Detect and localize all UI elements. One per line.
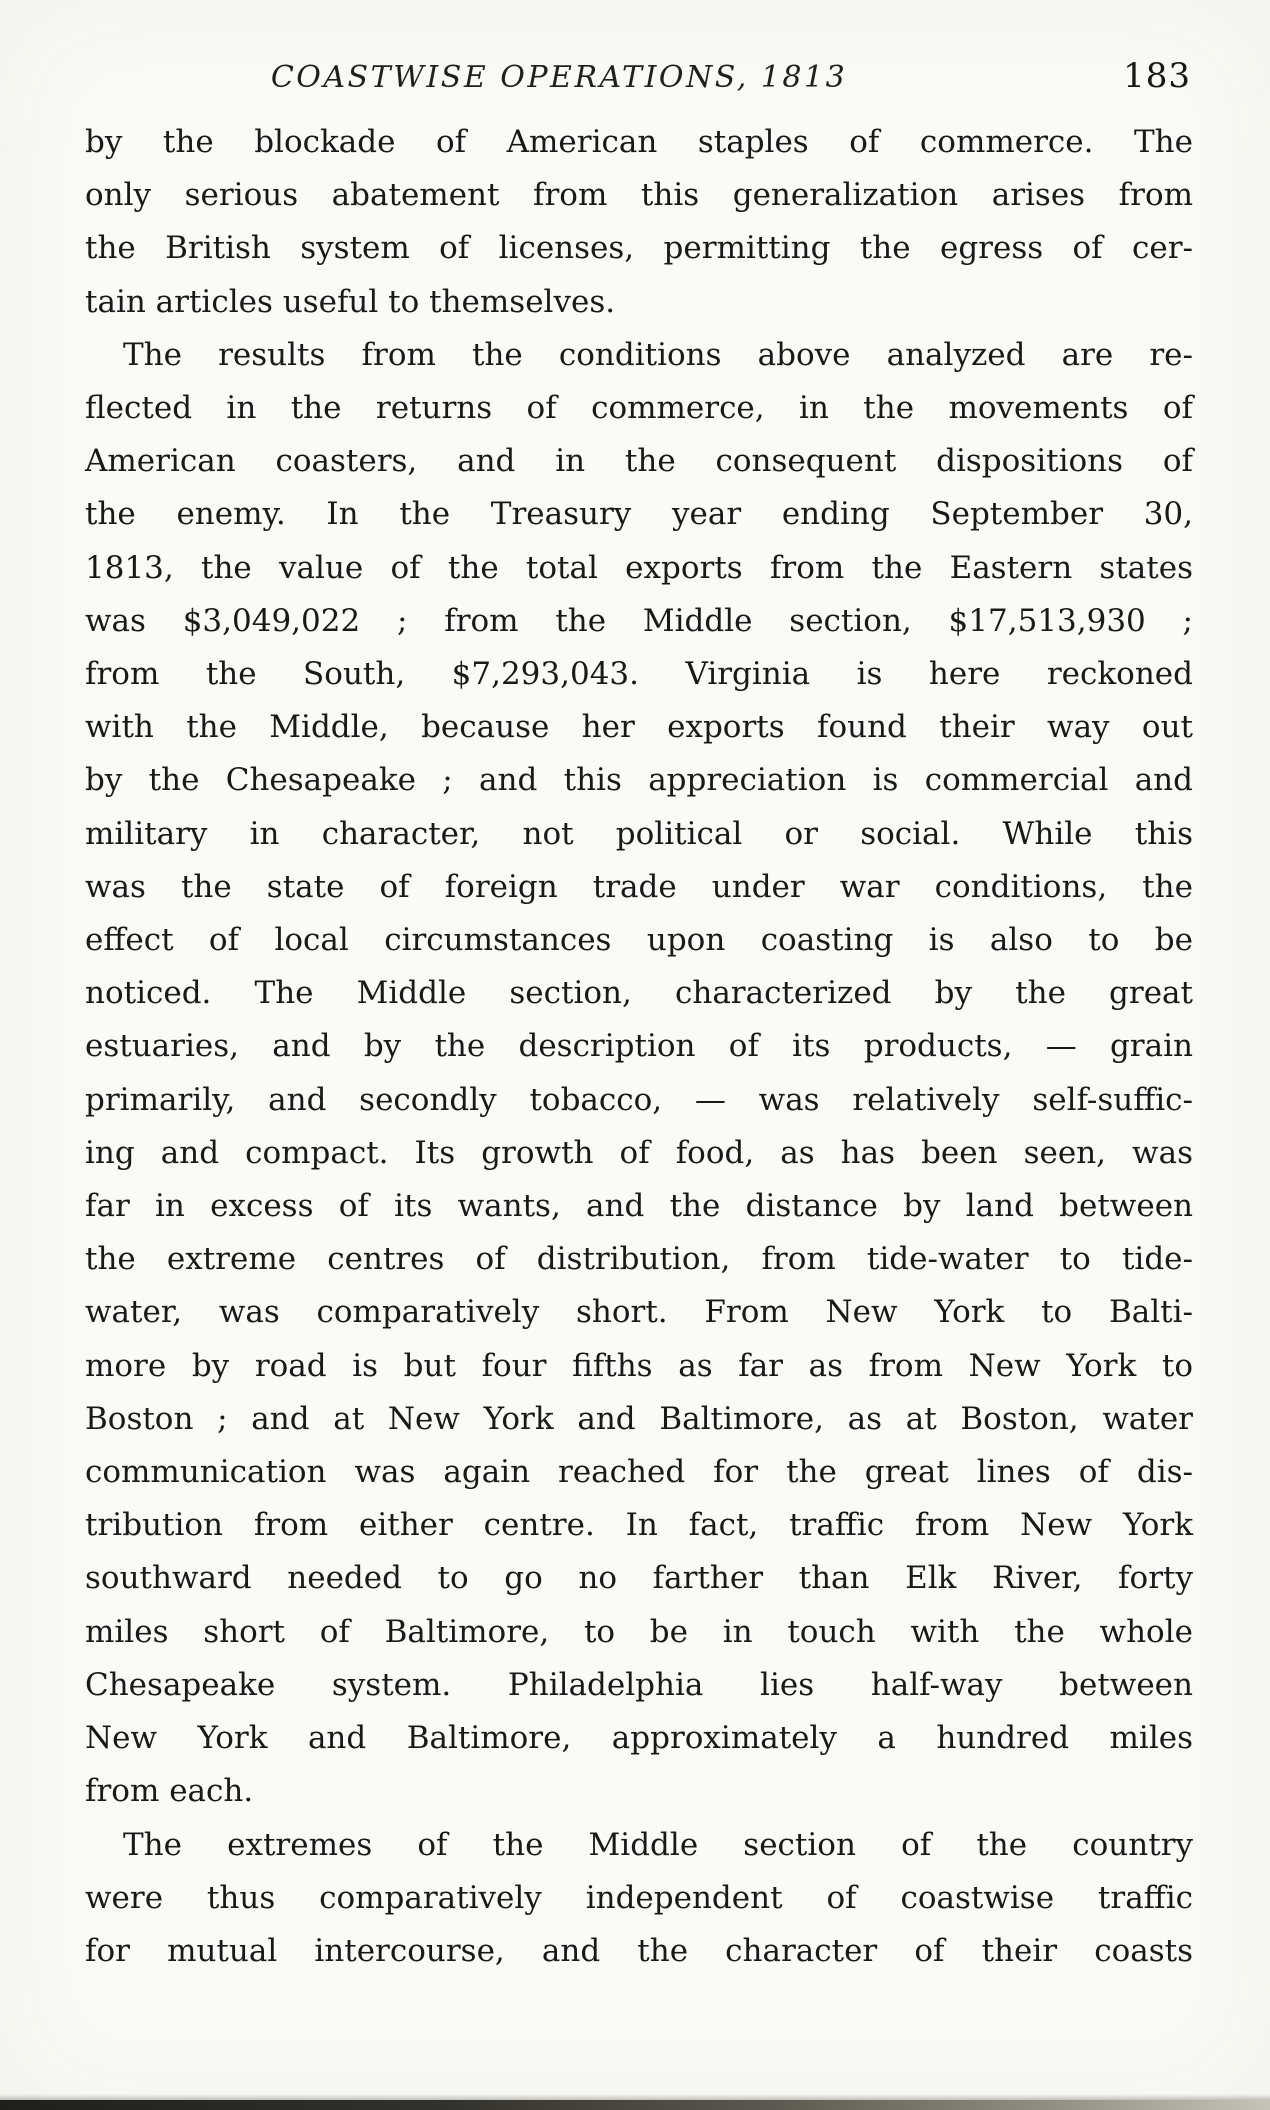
- text-line: estuaries, and by the description of its products, — grain: [85, 1028, 1193, 1065]
- page-number: 183: [1123, 56, 1191, 96]
- text-line: southward needed to go no farther than Elk River, forty: [85, 1560, 1193, 1597]
- text-line: only serious abatement from this generalization arises from: [85, 177, 1193, 214]
- text-line: from each.: [85, 1773, 254, 1810]
- text-line: tribution from either centre. In fact, traffic from New York: [85, 1507, 1193, 1544]
- text-line: New York and Baltimore, approximately a hundred miles: [85, 1720, 1193, 1757]
- text-line: tain articles useful to themselves.: [85, 283, 616, 320]
- text-line: the enemy. In the Treasury year ending September 30,: [85, 496, 1193, 533]
- text-line: more by road is but four fifths as far as from New York to: [85, 1347, 1193, 1384]
- text-line: flected in the returns of commerce, in the movements of: [85, 390, 1193, 427]
- text-line: water, was comparatively short. From New York to Balti-: [85, 1294, 1193, 1331]
- text-line: miles short of Baltimore, to be in touch with the whole: [85, 1613, 1193, 1650]
- text-line: the British system of licenses, permitting the egress of cer-: [85, 230, 1193, 267]
- text-line: primarily, and secondly tobacco, — was relatively self-suffic-: [85, 1081, 1193, 1118]
- text-line: Boston ; and at New York and Baltimore, as at Boston, water: [85, 1400, 1193, 1437]
- text-line: effect of local circumstances upon coasting is also to be: [85, 922, 1193, 959]
- text-line: 1813, the value of the total exports from the Eastern states: [85, 549, 1193, 586]
- text-line: the extreme centres of distribution, from tide-water to tide-: [85, 1241, 1193, 1278]
- running-header-title: COASTWISE OPERATIONS, 1813: [270, 60, 848, 95]
- text-line: far in excess of its wants, and the distance by land between: [85, 1188, 1193, 1225]
- text-line: with the Middle, because her exports found their way out: [85, 709, 1193, 746]
- text-line: from the South, $7,293,043. Virginia is here reckoned: [85, 656, 1193, 693]
- text-line: by the Chesapeake ; and this appreciation is commercial and: [85, 762, 1193, 799]
- text-line: military in character, not political or social. While this: [85, 815, 1193, 852]
- text-line: noticed. The Middle section, characterized by the great: [85, 975, 1193, 1012]
- text-line: communication was again reached for the great lines of dis-: [85, 1454, 1193, 1491]
- text-line: ing and compact. Its growth of food, as has been seen, was: [85, 1134, 1193, 1171]
- text-line: The extremes of the Middle section of the country: [123, 1826, 1193, 1863]
- text-line: was the state of foreign trade under war conditions, the: [85, 868, 1193, 905]
- text-block: [85, 116, 1193, 1978]
- text-line: were thus comparatively independent of coastwise traffic: [85, 1879, 1193, 1916]
- text-line: by the blockade of American staples of commerce. The: [85, 124, 1193, 160]
- text-line: for mutual intercourse, and the character of their coasts: [85, 1932, 1193, 1969]
- running-header: [85, 56, 1193, 102]
- text-line: American coasters, and in the consequent dispositions of: [85, 443, 1193, 480]
- text-line: was $3,049,022 ; from the Middle section, $17,513,930 ;: [85, 602, 1193, 639]
- text-line: The results from the conditions above analyzed are re-: [123, 336, 1193, 373]
- scan-edge: [0, 2100, 1270, 2110]
- text-line: Chesapeake system. Philadelphia lies half-way between: [85, 1666, 1193, 1703]
